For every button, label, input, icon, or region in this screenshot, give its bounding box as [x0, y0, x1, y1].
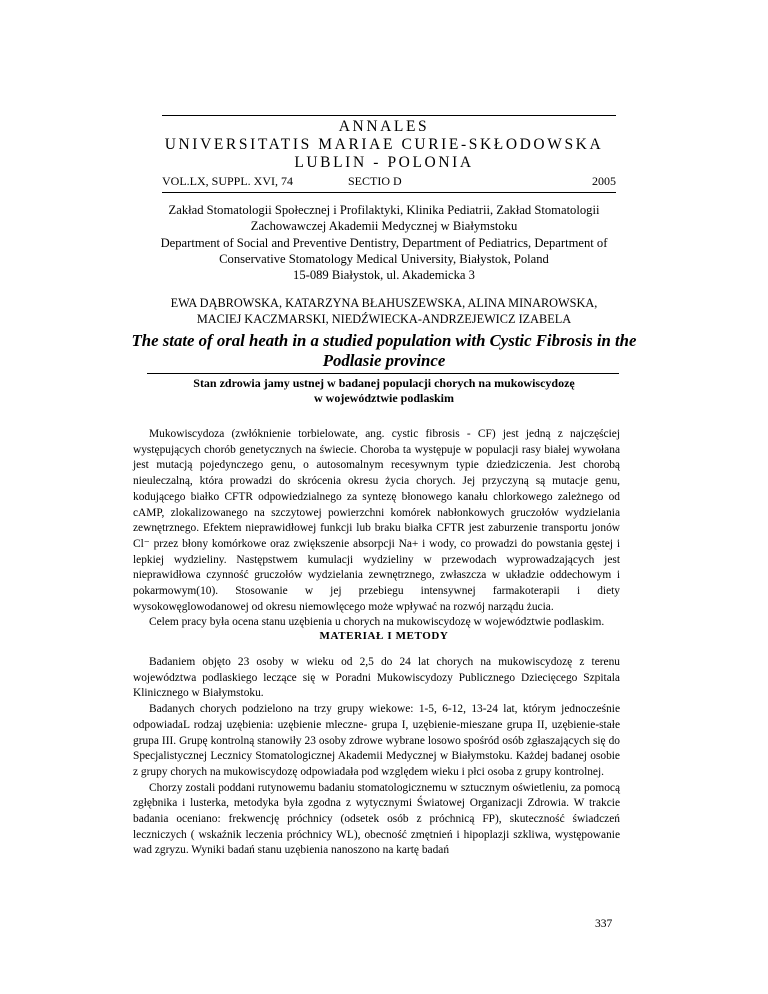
- header-top-rule: [162, 115, 616, 116]
- methods-paragraph: Badaniem objęto 23 osoby w wieku od 2,5 do 24 lat chorych na mukowiscydozę z terenu województwa podlaskiego leczące się w Poradni Mukowiscydozy Publicznego Dziecięcego Szpitala Klinicznego w Białymstoku.: [133, 656, 620, 700]
- affiliation-line: Department of Social and Preventive Dentistry, Department of Pediatrics, Department of: [160, 235, 608, 250]
- volume-row: [162, 174, 616, 190]
- title-en-line: The state of oral heath in a studied population with Cystic Fibrosis in the: [131, 331, 637, 350]
- title-rule: [147, 373, 619, 374]
- affiliation-line: Zachowawczej Akademii Medycznej w Białymstoku: [250, 219, 518, 234]
- authors-line: EWA DĄBROWSKA, KATARZYNA BŁAHUSZEWSKA, ALINA MINAROWSKA,: [170, 296, 598, 310]
- page-number: 337: [595, 918, 613, 930]
- article-title-pl: [0, 376, 768, 406]
- title-pl-line: w województwie podlaskim: [314, 391, 454, 405]
- authors: [0, 295, 768, 327]
- affiliation-line: Zakład Stomatologii Społecznej i Profilaktyki, Klinika Pediatrii, Zakład Stomatologii: [168, 203, 600, 217]
- journal-name-line-2: UNIVERSITATIS MARIAE CURIE-SKŁODOWSKA: [164, 136, 604, 153]
- authors-line: MACIEJ KACZMARSKI, NIEDŹWIECKA-ANDRZEJEWICZ IZABELA: [196, 312, 572, 326]
- article-title-en: [0, 331, 768, 371]
- journal-name-line-3: LUBLIN - POLONIA: [294, 154, 474, 171]
- header-bottom-rule: [162, 192, 616, 193]
- affiliation-line: 15-089 Białystok, ul. Akademicka 3: [293, 268, 475, 283]
- title-en-line: Podlasie province: [322, 351, 446, 370]
- volume-label: VOL.LX, SUPPL. XVI, 74: [162, 174, 294, 188]
- intro-paragraph: Mukowiscydoza (zwłóknienie torbielowate, ang. cystic fibrosis - CF) jest jedną z najczęściej występujących chorób genetycznych na świecie. Choroba ta występuje w populacji rasy białej wywołana jest mutacją pojedynczego genu, o autosomalnym recesywnym typie dziedziczenia. Jest chorobą nieuleczalną, która prowadzi do skrócenia okresu życia chorych. Jej przyczyną są mutacje genu, kodującego białko CFTR odpowiedzialnego za syntezę błonowego kanału chlorkowego zależnego od cAMP, zlokalizowanego na szczytowej powierzchni komórek nabłonkowych gruczołów wydzielania zewnętrznego. Efektem nieprawidłowej funkcji lub braku białka CFTR jest zaburzenie transportu jonów Cl⁻ przez błony komórkowe oraz zwiększenie absorpcji Na+ i wody, co prowadzi do powstania gęstej i lepkiej wydzieliny. Następstwem kumulacji wydzieliny w przewodach wyprowadzających jest nieprawidłowa czynność gruczołów wydzielania zewnętrznego, zwłaszcza w układzie oddechowym i pokarmowym(10). Stosowanie w jej przebiegu intensywnej farmakoterapii i diety wysokowęglowodanowej od okresu niemowlęcego może wpływać na rozwój narządu żucia.: [133, 428, 620, 613]
- section-heading-methods: MATERIAŁ I METODY: [319, 630, 449, 642]
- methods-paragraph: Chorzy zostali poddani rutynowemu badaniu stomatologicznemu w sztucznym oświetleniu, za pomocą zgłębnika i lusterka, metodyka była zgodna z wytycznymi Światowej Organizacji Zdrowia. W trakcie badania oceniano: frekwencję próchnicy (odsetek osób z próchnicą FP), skuteczność świadczeń leczniczych ( wskaźnik leczenia próchnicy WL), obecność zmętnień i hipoplazji szkliwa, występowanie wad zgryzu. Wyniki badań stanu uzębienia nanoszono na kartę badań: [133, 781, 620, 857]
- affiliation-line: Conservative Stomatology Medical University, Białystok, Poland: [219, 251, 549, 266]
- introduction: [133, 427, 620, 631]
- year-label: 2005: [592, 174, 616, 188]
- methods-paragraph: Badanych chorych podzielono na trzy grupy wiekowe: 1-5, 6-12, 13-24 lat, którym jednocześnie odpowiadaL rodzaj uzębienia: uzębienie mleczne- grupa I, uzębienie-mieszane grupa II, uzębienie-stałe grupa III. Grupę kontrolną stanowiły 23 osoby zdrowe wybrane losowo spośród osób zgłaszających się do Specjalistycznej Lecznicy Stomatologicznej Akademii Medycznej w Białymstoku. Każdej badanej osobie z grupy chorych na mukowiscydozę odpowiadała pod względem wieku i płci osoba z grupy kontrolnej.: [133, 703, 620, 778]
- affiliation: [0, 202, 768, 283]
- journal-name-line-1: ANNALES: [338, 118, 430, 135]
- intro-paragraph: Celem pracy była ocena stanu uzębienia u chorych na mukowiscydozę w województwie podlaskim.: [149, 616, 605, 629]
- methods-section: [133, 655, 620, 859]
- section-label: SECTIO D: [348, 174, 402, 188]
- title-pl-line: Stan zdrowia jamy ustnej w badanej populacji chorych na mukowiscydozę: [193, 376, 575, 390]
